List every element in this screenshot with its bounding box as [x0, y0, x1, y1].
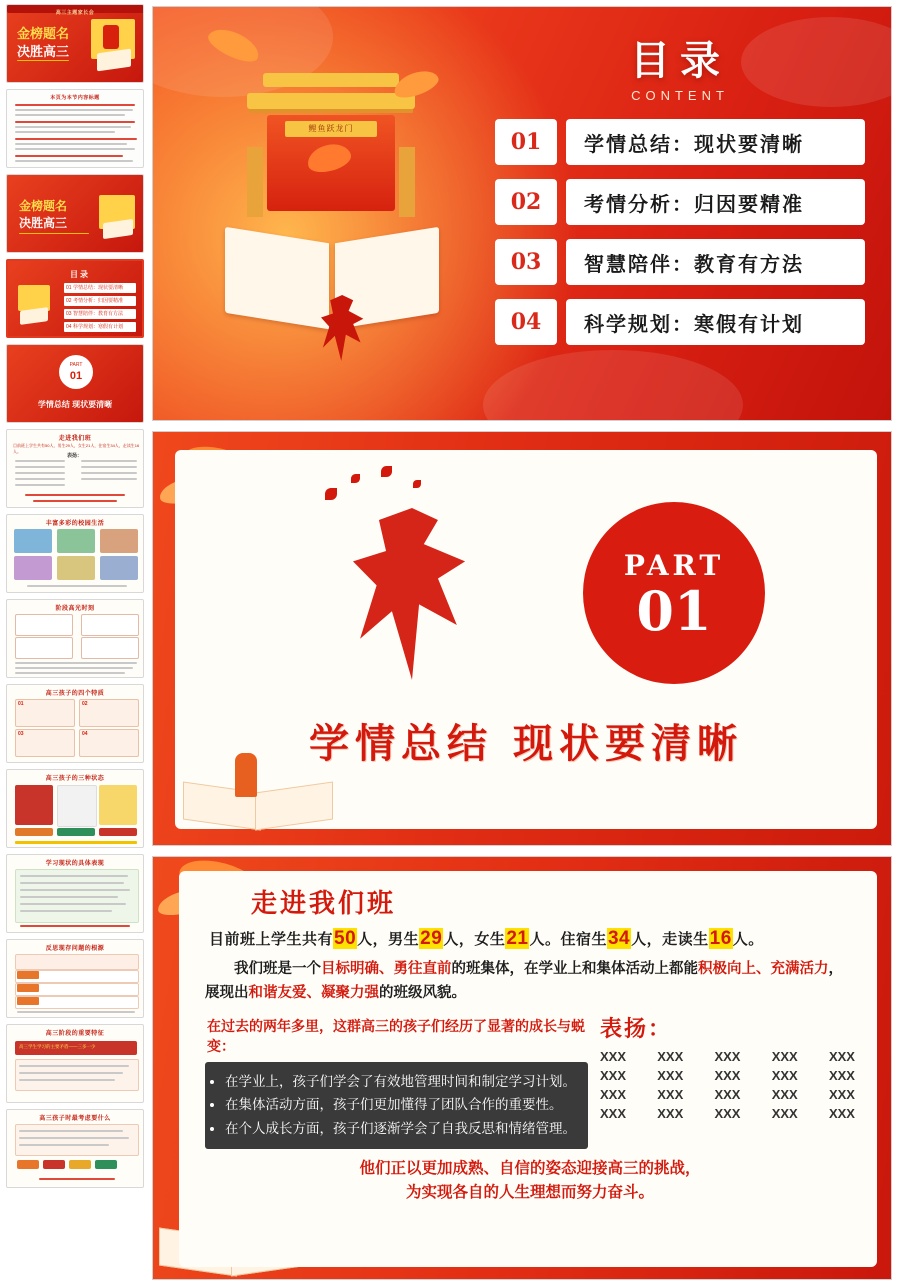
praise-name: XXX: [714, 1105, 741, 1121]
stats-prefix: 目前班上学生共有: [209, 931, 334, 948]
slide-class-intro[interactable]: [152, 856, 892, 1280]
slide-part-card: [175, 450, 877, 829]
toc-panel: [495, 29, 865, 359]
growth-lead-text: 在过去的两年多里，这群高三的孩子们经历了显著的成长与蜕变：: [207, 1017, 585, 1054]
slide-thumbnail-7[interactable]: 丰富多彩的校园生活: [6, 514, 144, 593]
para-part-2: 的班集体，在学业上和集体活动上都能: [451, 961, 698, 977]
class-description-paragraph: [205, 958, 855, 1006]
stat-boarders: 34: [607, 928, 631, 949]
praise-name: XXX: [600, 1086, 627, 1102]
praise-name: XXX: [771, 1105, 798, 1121]
page-title: 目录: [630, 37, 730, 84]
closing-text: [205, 1157, 855, 1205]
para-highlight-1: 目标明确、勇往直前: [321, 961, 452, 977]
toc-item[interactable]: [495, 239, 865, 285]
slide-thumbnail-8[interactable]: 阶段高光时刻: [6, 599, 144, 678]
praise-name-row: [600, 1049, 855, 1064]
slide-pane: [150, 0, 900, 1286]
slide-thumbnail-5[interactable]: PART 01 学情总结 现状要清晰: [6, 344, 144, 423]
praise-name: XXX: [714, 1086, 741, 1102]
slide-thumbnail-4[interactable]: 目录 01 学情总结：现状要清晰 02 考情分析：归因要精准 03 智慧陪伴：教育有方法 04 科学规划：寒假有计划: [6, 259, 144, 338]
praise-name: XXX: [600, 1048, 627, 1064]
stat-total: 50: [334, 928, 357, 949]
slide-thumbnail-2[interactable]: 本页为本节内容标题: [6, 89, 144, 168]
slide-thumbnail-3[interactable]: 金榜题名 决胜高三: [6, 174, 144, 253]
open-book-illustration: [183, 765, 333, 825]
praise-name: XXX: [657, 1048, 684, 1064]
open-book-illustration: [225, 235, 439, 327]
part-number-badge: [583, 502, 765, 684]
praise-name: XXX: [771, 1048, 798, 1064]
part-title: 学情总结 现状要清晰: [309, 720, 743, 767]
praise-name: XXX: [828, 1048, 855, 1064]
gate-illustration: [211, 67, 451, 367]
toc-item-label: 学情总结：现状要清晰: [566, 119, 865, 165]
class-intro-card: [179, 871, 877, 1267]
decor-cloud: [483, 350, 743, 421]
slide-part-01[interactable]: [152, 431, 892, 846]
slide-thumbnail-10[interactable]: 高三孩子的三种状态: [6, 769, 144, 848]
toc-item-label: 考情分析：归因要精准: [566, 179, 865, 225]
toc-item-label: 科学规划：寒假有计划: [566, 299, 865, 345]
praise-block: [600, 1012, 855, 1121]
growth-bullet: • 在集体活动方面，孩子们更加懂得了团队合作的重要性。: [225, 1093, 578, 1117]
growth-and-praise-section: [205, 1012, 855, 1149]
slide-thumbnail-6[interactable]: 走进我们班 目前班上学生共有50人，男生29人，女生21人，住宿生34人，走读生16人。 表扬：: [6, 429, 144, 508]
growth-bullet: • 在个人成长方面，孩子们逐渐学会了自我反思和情绪管理。: [225, 1117, 578, 1141]
praise-name-row: [600, 1068, 855, 1083]
stats-unit5: 人。: [732, 931, 764, 948]
toc-item[interactable]: [495, 119, 865, 165]
petal-icon: [413, 480, 421, 488]
praise-name: XXX: [600, 1105, 627, 1121]
slide-thumbnail-1[interactable]: 高三主题家长会 金榜题名 决胜高三: [6, 4, 144, 83]
stat-day-students: 16: [709, 928, 732, 949]
petal-icon: [325, 488, 337, 500]
toc-item-number: 02: [495, 179, 557, 225]
graduate-silhouette-icon: [353, 508, 471, 680]
part-label: PART: [623, 548, 725, 582]
slide-thumbnail-13[interactable]: 高三阶段的重要特征 高三学生学习的主要矛盾——三多一少: [6, 1024, 144, 1103]
para-highlight-2: 积极向上、充满活力: [698, 961, 829, 977]
toc-item[interactable]: [495, 179, 865, 225]
toc-item-number: 03: [495, 239, 557, 285]
para-part-4: 的班级风貌。: [379, 984, 466, 1001]
praise-name: XXX: [828, 1105, 855, 1121]
stats-unit3: 人。住宿生: [529, 931, 607, 948]
para-part-3: ，展现出: [205, 961, 843, 1001]
praise-name: XXX: [714, 1067, 741, 1083]
koi-fish-icon: [391, 66, 442, 102]
growth-block: [205, 1012, 588, 1149]
gate-plaque-label: 鲤鱼跃龙门: [285, 121, 377, 137]
toc-item-number: 04: [495, 299, 557, 345]
praise-name: XXX: [828, 1067, 855, 1083]
slide-thumbnail-11[interactable]: 学习现状的具体表现: [6, 854, 144, 933]
student-figure-icon: [235, 753, 257, 797]
petal-icon: [351, 474, 360, 483]
praise-name: XXX: [657, 1105, 684, 1121]
praise-name-row: [600, 1087, 855, 1102]
toc-item-label: 智慧陪伴：教育有方法: [566, 239, 865, 285]
praise-name-row: [600, 1106, 855, 1121]
praise-name: XXX: [771, 1067, 798, 1083]
para-highlight-3: 和谐友爱、凝聚力强: [248, 984, 379, 1001]
growth-bullet-box: [205, 1062, 588, 1149]
part-number: 01: [636, 578, 712, 643]
class-stats-line: [209, 928, 855, 950]
page-subtitle: CONTENT: [631, 88, 729, 103]
growth-bullet: • 在学业上，孩子们学会了有效地管理时间和制定学习计划。: [225, 1070, 578, 1094]
toc-item-number: 01: [495, 119, 557, 165]
slide-thumbnail-12[interactable]: 反思现存问题的根源: [6, 939, 144, 1018]
closing-line-2: 为实现各自的人生理想而努力奋斗。: [405, 1183, 654, 1201]
praise-name: XXX: [657, 1086, 684, 1102]
petal-icon: [381, 466, 392, 477]
praise-name: XXX: [714, 1048, 741, 1064]
stats-unit2: 人，女生: [443, 931, 506, 948]
praise-name: XXX: [600, 1067, 627, 1083]
toc-item[interactable]: [495, 299, 865, 345]
closing-line-1: 他们正以更加成熟、自信的姿态迎接高三的挑战，: [359, 1159, 701, 1177]
page-title: 走进我们班: [251, 889, 397, 919]
stats-unit4: 人，走读生: [631, 931, 709, 948]
praise-name: XXX: [771, 1086, 798, 1102]
praise-title: 表扬：: [600, 1015, 673, 1042]
stat-girls: 21: [506, 928, 529, 949]
slide-thumbnail-14[interactable]: 高三孩子时最考虑要什么: [6, 1109, 144, 1188]
stat-boys: 29: [420, 928, 443, 949]
slide-toc[interactable]: [152, 6, 892, 421]
slide-thumbnail-9[interactable]: 高三孩子的四个特质 01 02 03 04: [6, 684, 144, 763]
praise-name: XXX: [828, 1086, 855, 1102]
praise-name-grid: [600, 1049, 855, 1121]
stats-unit1: 人，男生: [357, 931, 420, 948]
praise-name: XXX: [657, 1067, 684, 1083]
slide-thumbnail-rail[interactable]: [0, 0, 150, 1286]
para-part-1: 我们班是一个: [234, 961, 321, 977]
